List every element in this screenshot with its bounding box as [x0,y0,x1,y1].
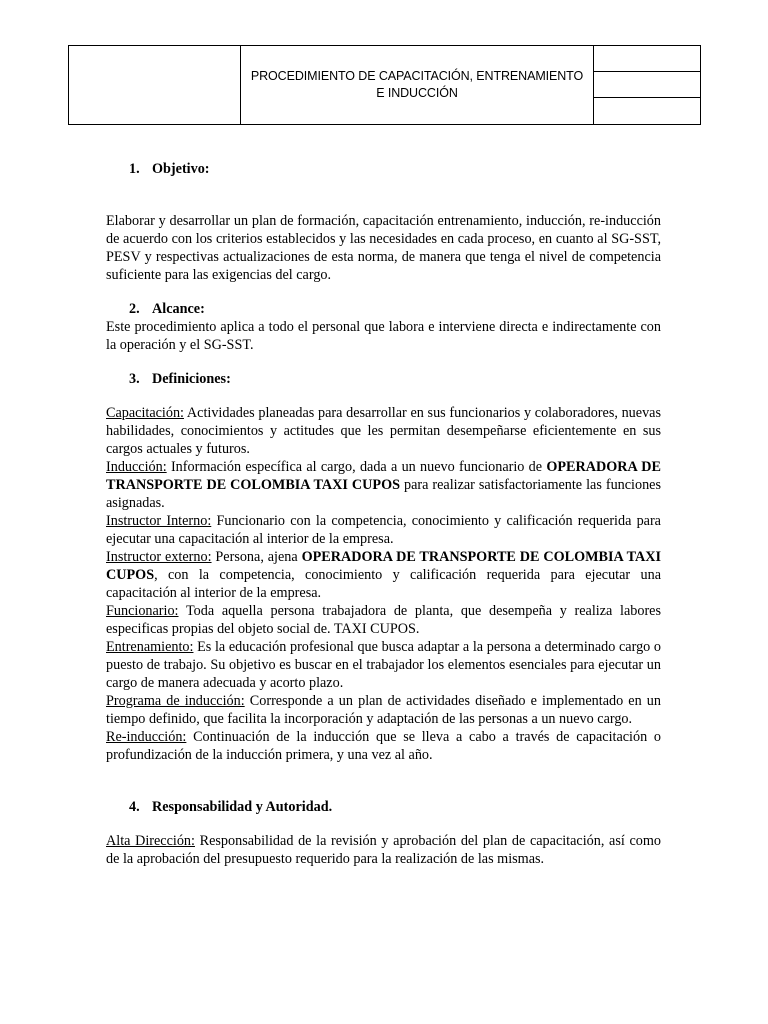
definition-term: Programa de inducción: [106,693,245,709]
section-title: Definiciones: [152,371,231,387]
definition-text: Toda aquella persona trabajadora de planta, que desempeña y realiza labores especificas propias del objeto social de. TAXI CUPOS. [106,603,661,637]
section-number: 2. [129,301,140,317]
meta-row-1 [594,46,700,72]
document-title [241,46,594,125]
document-meta-cell [594,46,701,125]
definition-text: para realizar satisfactoriamente las funciones asignadas. [106,477,661,511]
objetivo-paragraph: Elaborar y desarrollar un plan de formación, capacitación entrenamiento, inducción, re-inducción de acuerdo con los criterios establecidos y las necesidades en cada proceso, en cuanto al SG-SST, PESV y respectivas actualizaciones de esta norma, de manera que tenga el nivel de competencia suficiente para las exigencias del cargo. [106,213,661,283]
definition-text: Actividades planeadas para desarrollar en sus funcionarios y colaboradores, nuevas habilidades, conocimientos y actitudes que les permitan desempeñarse eficientemente en sus cargos actuales y futuros. [106,405,661,457]
definition-text: Funcionario con la competencia, conocimiento y calificación requerida para ejecutar una capacitación al interior de la empresa. [106,513,661,547]
section-definiciones-heading [106,370,661,388]
definition-text: Corresponde a un plan de actividades diseñado e implementado en un tiempo definido, que facilita la incorporación y adaptación de las personas a un nuevo cargo. [106,693,661,727]
definition-alta-direccion [106,832,661,868]
definition-induccion [106,458,661,512]
section-number: 3. [129,371,140,387]
definition-term: Entrenamiento: [106,639,194,655]
definition-term: Instructor externo: [106,549,212,565]
definition-text: , con la competencia, conocimiento y calificación requerida para ejecutar una capacitación al interior de la empresa. [106,567,661,601]
definition-text: Información específica al cargo, dada a un nuevo funcionario de [166,459,547,475]
meta-row-2 [594,72,700,98]
document-title-line-2: E INDUCCIÓN [376,86,458,100]
definition-term: Alta Dirección: [106,833,195,849]
definition-instructor-externo [106,548,661,602]
document-body [106,160,661,868]
definition-instructor-interno [106,512,661,548]
section-alcance-heading [106,300,661,318]
document-title-line-1: PROCEDIMIENTO DE CAPACITACIÓN, ENTRENAMIENTO [250,69,584,83]
section-number: 4. [129,799,140,815]
section-title: Objetivo: [152,161,210,177]
company-name: OPERADORA DE TRANSPORTE DE COLOMBIA TAXI CUPOS [106,549,661,583]
section-title: Alcance: [152,301,205,317]
logo-cell [69,46,241,125]
definition-text: Persona, ajena [211,549,302,565]
definition-term: Funcionario: [106,603,179,619]
definition-programa-induccion [106,692,661,728]
definition-funcionario [106,602,661,638]
definition-entrenamiento [106,638,661,692]
meta-row-3 [594,98,700,124]
company-name: OPERADORA DE TRANSPORTE DE COLOMBIA TAXI CUPOS [106,459,661,493]
section-title: Responsabilidad y Autoridad. [152,799,333,815]
alcance-paragraph: Este procedimiento aplica a todo el personal que labora e interviene directa e indirectamente con la operación y el SG-SST. [106,319,661,353]
definition-text: Continuación de la inducción que se lleva a cabo a través de capacitación o profundización de la inducción primera, y una vez al año. [106,729,661,763]
definitions-list [106,404,661,764]
definition-reinduccion [106,728,661,764]
definition-term: Capacitación: [106,405,184,421]
section-objetivo-heading [106,160,661,178]
document-header [68,45,701,125]
definition-term: Re-inducción: [106,729,187,745]
definition-capacitacion [106,404,661,458]
definition-term: Instructor Interno: [106,513,212,529]
definition-text: Responsabilidad de la revisión y aprobación del plan de capacitación, así como de la aprobación del presupuesto requerido para la realización de las mismas. [106,833,661,867]
definition-term: Inducción: [106,459,167,475]
section-responsabilidad-heading [106,798,661,816]
section-number: 1. [129,161,140,177]
definition-text: Es la educación profesional que busca adaptar a la persona a determinado cargo o puesto de trabajo. Su objetivo es buscar en el trabajador los elementos esenciales para ejecutar un cargo de manera adecuada y acorto plazo. [106,639,661,691]
